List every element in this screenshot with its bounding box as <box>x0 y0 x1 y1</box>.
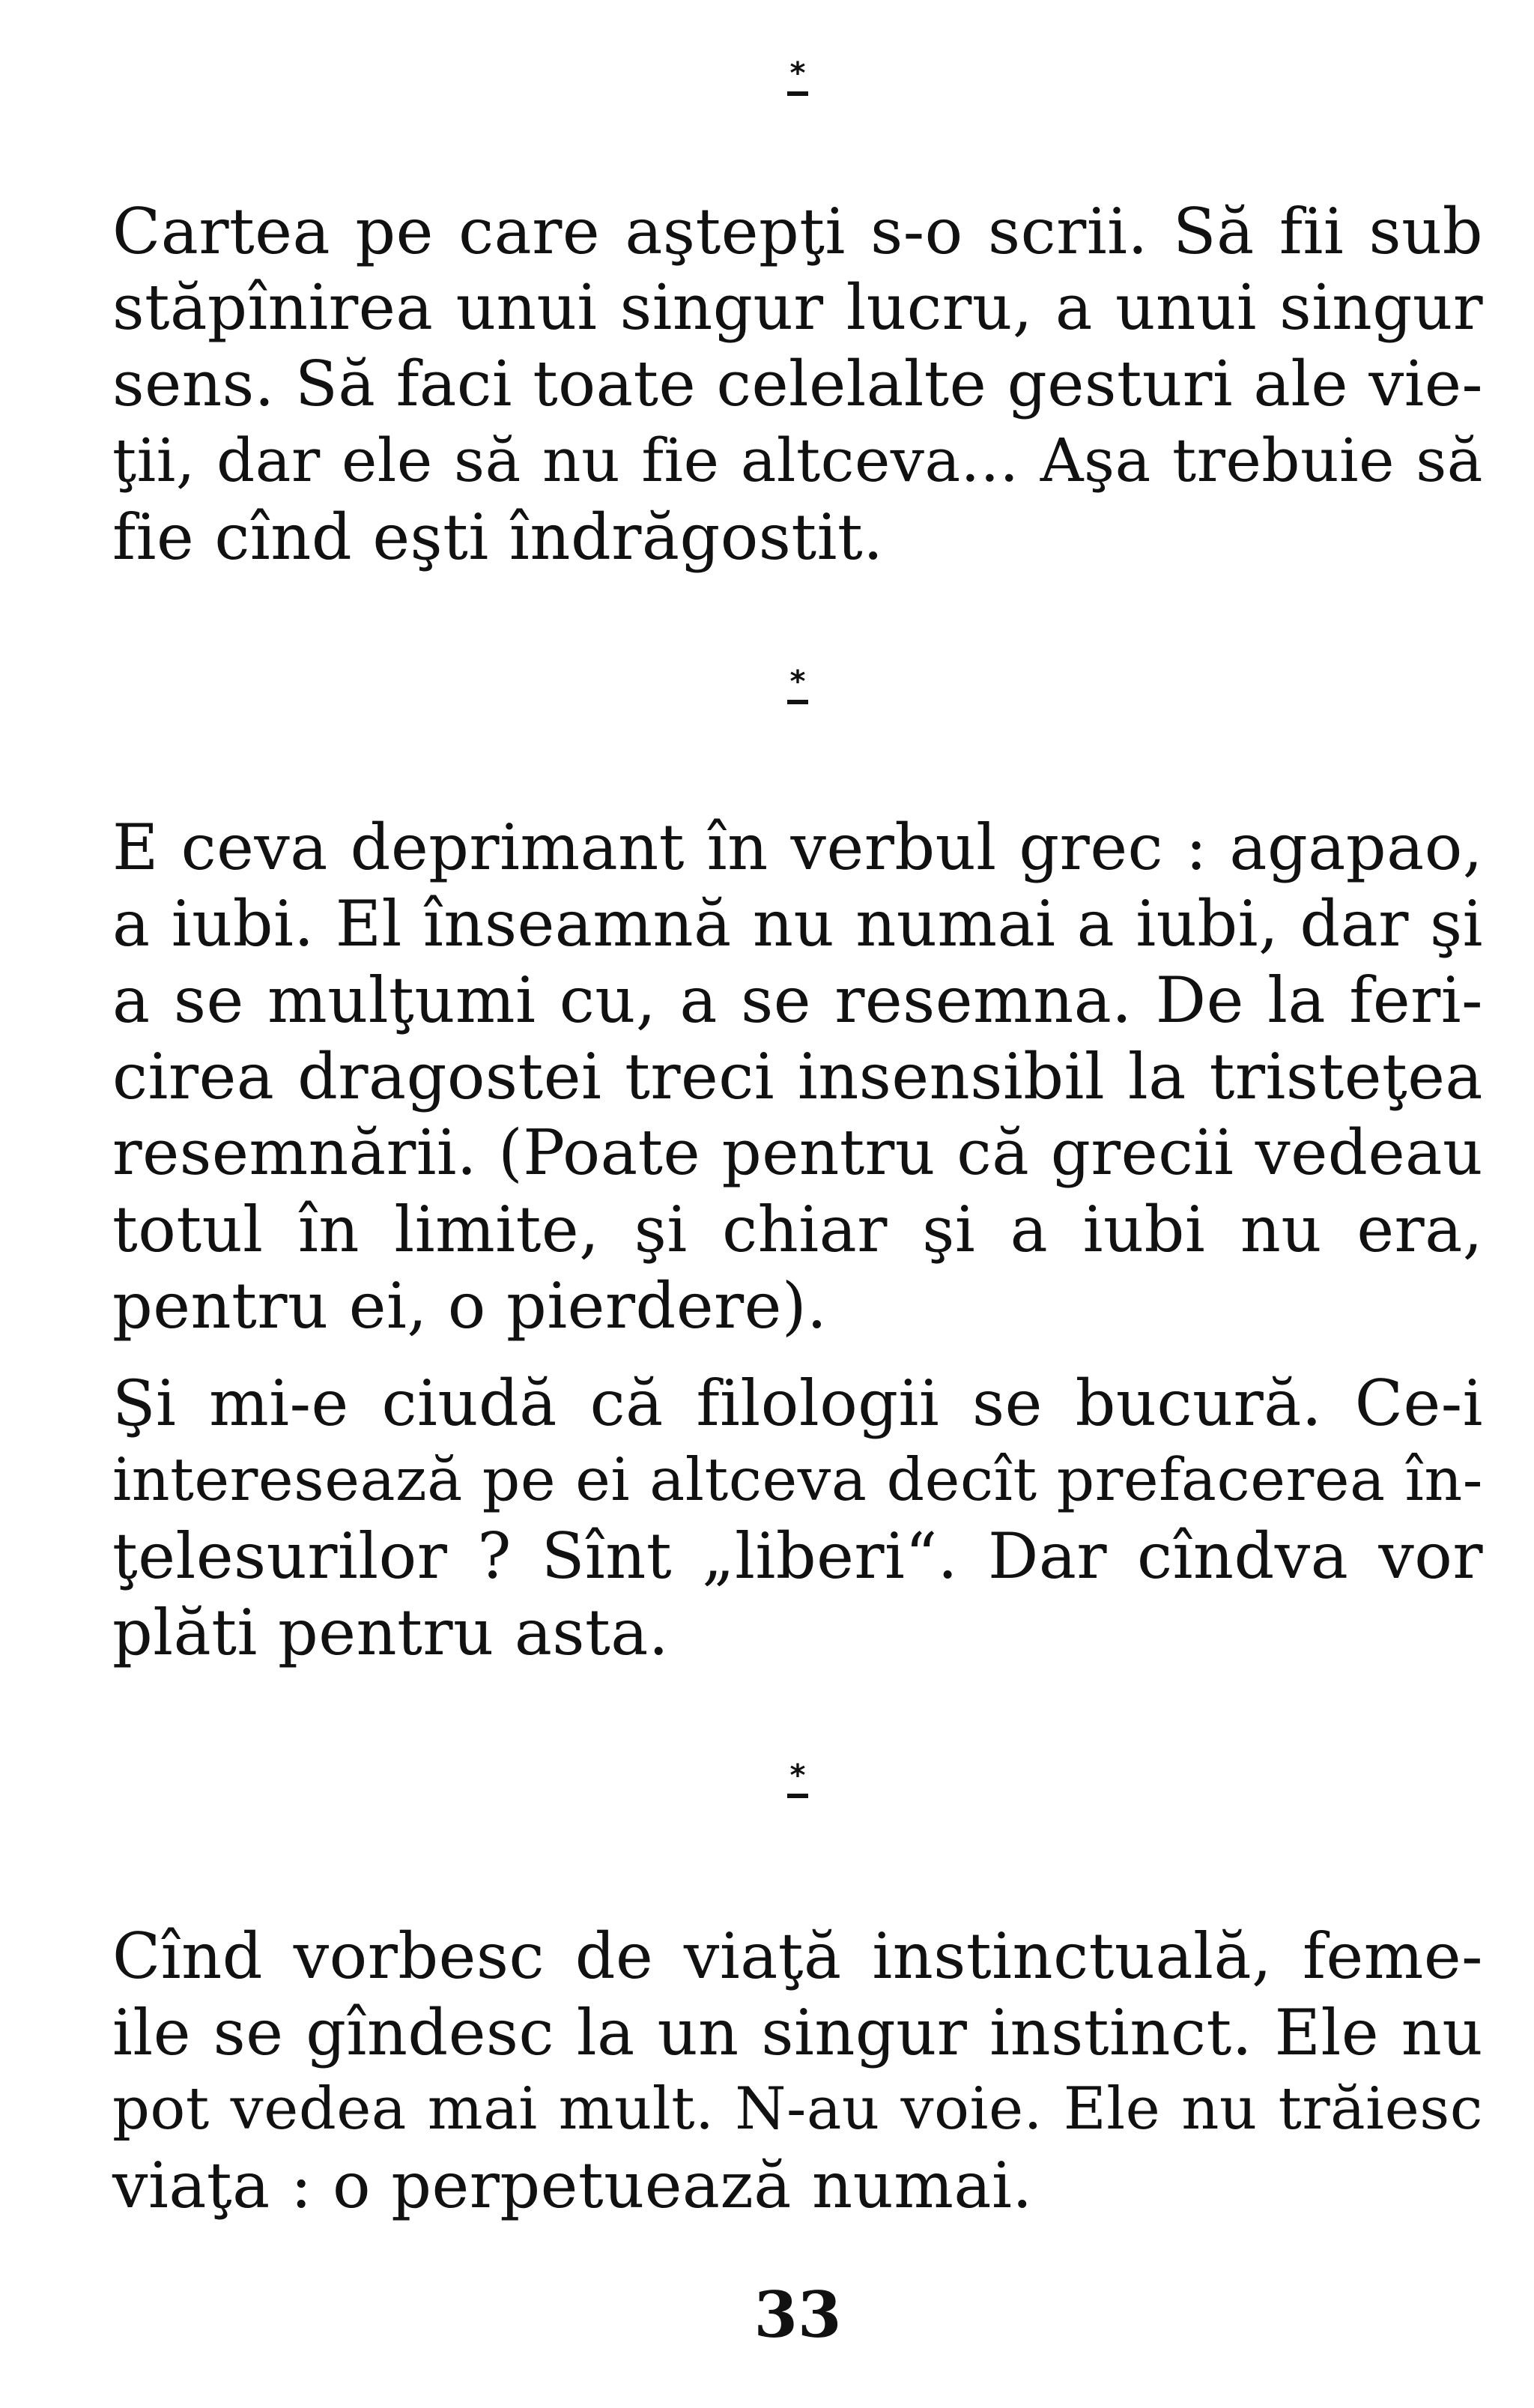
text-line: ţelesurilor ? Sînt „liberi“. Dar cîndva vor <box>112 1519 1483 1593</box>
section-separator: * <box>112 667 1483 704</box>
text-line: totul în limite, şi chiar şi a iubi nu era, <box>112 1193 1483 1266</box>
page-number: 33 <box>754 2278 842 2352</box>
text-line: pot vedea mai mult. N-au voie. Ele nu trăiesc <box>112 2075 1483 2143</box>
text-line: Şi mi-e ciudă că filologii se bucură. Ce-i <box>112 1367 1483 1440</box>
text-line: a iubi. El înseamnă nu numai a iubi, dar şi <box>112 887 1483 961</box>
text-line: fie cînd eşti îndrăgostit. <box>112 500 884 574</box>
text-line: pentru ei, o pierdere). <box>112 1269 828 1343</box>
text-line: Cartea pe care aştepţi s-o scrii. Să fii sub <box>112 195 1483 268</box>
text-line: stăpînirea unui singur lucru, a unui singur <box>112 271 1483 344</box>
text-line: cirea dragostei treci insensibil la tristeţea <box>112 1040 1483 1113</box>
text-line: E ceva deprimant în verbul grec : agapao, <box>112 811 1483 884</box>
text-line: sens. Să faci toate celelalte gesturi ale vie- <box>112 348 1483 420</box>
paragraph-1 <box>112 193 1483 575</box>
text-line: ţii, dar ele să nu fie altceva... Aşa trebuie să <box>112 426 1483 495</box>
paragraph-2 <box>112 809 1483 1344</box>
section-separator: * <box>112 58 1483 96</box>
text-line: interesează pe ei altceva decît prefacerea în- <box>112 1445 1483 1514</box>
text-line: ile se gîndesc la un singur instinct. Ele nu <box>112 1996 1483 2069</box>
section-separator: * <box>112 1761 1483 1798</box>
text-line: plăti pentru asta. <box>112 1596 670 1669</box>
text-line: a se mulţumi cu, a se resemna. De la feri- <box>112 963 1483 1037</box>
paragraph-3 <box>112 1365 1483 1671</box>
paragraph-4 <box>112 1918 1483 2224</box>
book-page <box>112 0 1483 2408</box>
text-line: Cînd vorbesc de viaţă instinctuală, feme- <box>112 1920 1483 1993</box>
text-line: viaţa : o perpetuează numai. <box>112 2149 1033 2222</box>
text-line: resemnării. (Poate pentru că grecii vedeau <box>112 1116 1483 1189</box>
